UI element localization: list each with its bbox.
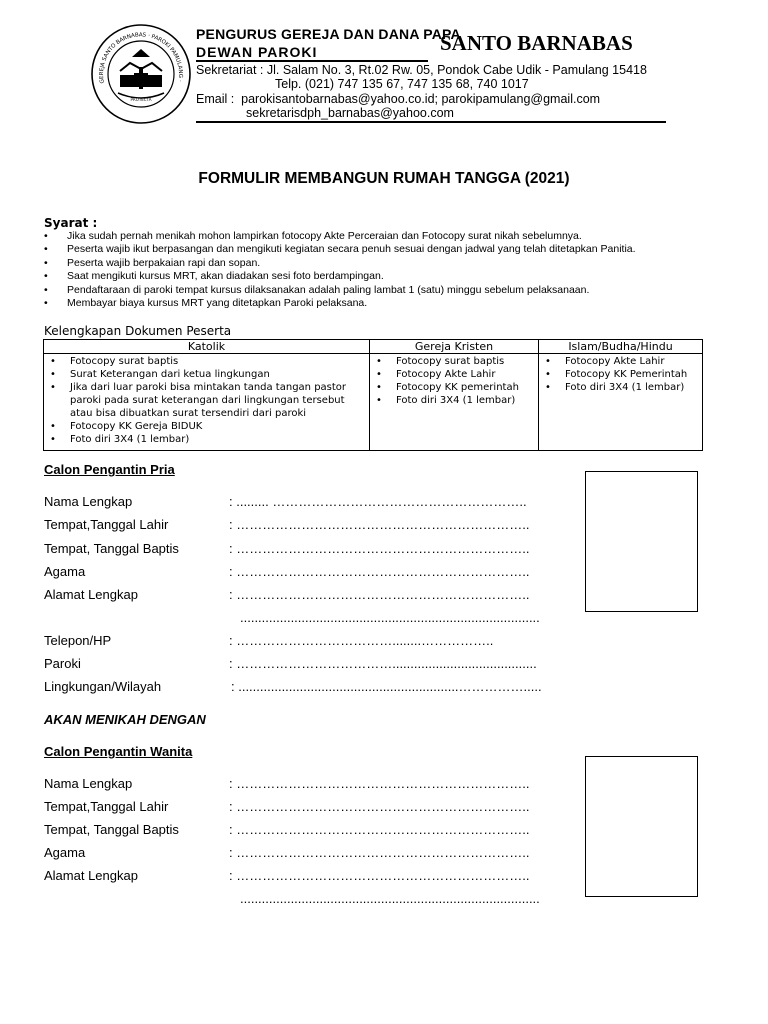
- groom-section-title: Calon Pengantin Pria: [44, 462, 175, 477]
- bride-birth-label: Tempat,Tanggal Lahir: [44, 799, 169, 814]
- bride-baptism-label: Tempat, Tanggal Baptis: [44, 822, 179, 837]
- requirement-item: • Pendaftaraan di paroki tempat kursus dilaksanakan adalah paling lambat 1 (satu) minggu sebelum pelaksanaan.: [44, 284, 724, 297]
- groom-parish-field[interactable]: : ………………………………........................................: [229, 656, 537, 671]
- requirement-item: • Peserta wajib berpakaian rapi dan sopan.: [44, 257, 724, 270]
- requirements-heading: Syarat :: [44, 216, 98, 230]
- groom-address-continuation[interactable]: ...................................................................................: [240, 610, 540, 625]
- organization-line-1: PENGURUS GEREJA DAN DANA PAPA: [196, 26, 461, 42]
- documents-heading: Kelengkapan Dokumen Peserta: [44, 324, 232, 338]
- column-header-kristen: Gereja Kristen: [370, 340, 539, 354]
- bride-address-label: Alamat Lengkap: [44, 868, 138, 883]
- letterhead-rule-top: [196, 60, 428, 62]
- bride-address-continuation[interactable]: ...................................................................................: [240, 891, 540, 906]
- email-line-1: Email : parokisantobarnabas@yahoo.co.id; parokipamulang@gmail.com: [196, 92, 601, 106]
- requirement-item: • Peserta wajib ikut berpasangan dan mengikuti kegiatan secara penuh sesuai dengan jadwal yang telah ditetapkan Panitia.: [44, 243, 724, 256]
- kristen-cell: [370, 354, 539, 451]
- katolik-cell: [44, 354, 370, 451]
- column-header-katolik: Katolik: [44, 340, 370, 354]
- requirement-item: • Saat mengikuti kursus MRT, akan diadakan sesi foto berdampingan.: [44, 270, 724, 283]
- list-item: • Jika dari luar paroki bisa mintakan tanda tangan pastor paroki pada surat keterangan dari lingkungan tersebut atau bisa dibuatkan surat tersendiri dari paroki: [48, 381, 367, 420]
- letterhead-rule-bottom: [196, 121, 666, 123]
- groom-area-label: Lingkungan/Wilayah: [44, 679, 162, 694]
- groom-address-field[interactable]: : …………………………………………………………..: [229, 587, 530, 602]
- groom-area-field[interactable]: : .............................................................…………….....: [231, 679, 542, 694]
- list-item: • Fotocopy KK pemerintah: [374, 381, 536, 394]
- organization-line-2: DEWAN PAROKI: [196, 44, 318, 60]
- documents-table: [43, 339, 703, 451]
- bride-address-field[interactable]: : …………………………………………………………..: [229, 868, 530, 883]
- email-line-2: sekretarisdph_barnabas@yahoo.com: [246, 106, 454, 120]
- groom-birth-field[interactable]: : …………………………………………………………..: [229, 517, 530, 532]
- bride-religion-field[interactable]: : …………………………………………………………..: [229, 845, 530, 860]
- address-line-1: Sekretariat : Jl. Salam No. 3, Rt.02 Rw. 05, Pondok Cabe Udik - Pamulang 15418: [196, 63, 647, 77]
- list-item: • Foto diri 3X4 (1 lembar): [374, 394, 536, 407]
- requirement-item: • Jika sudah pernah menikah mohon lampirkan fotocopy Akte Perceraian dan Fotocopy surat nikah sebelumnya.: [44, 230, 724, 243]
- groom-birth-label: Tempat,Tanggal Lahir: [44, 517, 169, 532]
- groom-baptism-label: Tempat, Tanggal Baptis: [44, 541, 179, 556]
- groom-phone-label: Telepon/HP: [44, 633, 112, 648]
- list-item: • Fotocopy Akte Lahir: [374, 368, 536, 381]
- bride-name-label: Nama Lengkap: [44, 776, 133, 791]
- bride-baptism-field[interactable]: : …………………………………………………………..: [229, 822, 530, 837]
- groom-name-field[interactable]: : ......... …………………………………………………..: [229, 494, 527, 509]
- bride-birth-field[interactable]: : …………………………………………………………..: [229, 799, 530, 814]
- list-item: • Fotocopy surat baptis: [374, 355, 536, 368]
- requirements-list: [44, 230, 724, 310]
- groom-name-label: Nama Lengkap: [44, 494, 133, 509]
- bride-name-field[interactable]: : …………………………………………………………..: [229, 776, 530, 791]
- list-item: • Surat Keterangan dari ketua lingkungan: [48, 368, 367, 381]
- address-line-2: Telp. (021) 747 135 67, 747 135 68, 740 1017: [275, 77, 529, 91]
- list-item: • Fotocopy surat baptis: [48, 355, 367, 368]
- list-item: • Foto diri 3X4 (1 lembar): [543, 381, 700, 394]
- list-item: • Foto diri 3X4 (1 lembar): [48, 433, 367, 446]
- svg-text:PROTECTA: PROTECTA: [130, 97, 152, 102]
- groom-address-label: Alamat Lengkap: [44, 587, 138, 602]
- groom-baptism-field[interactable]: : …………………………………………………………..: [229, 541, 530, 556]
- groom-phone-field[interactable]: : ………………………………........……………..: [229, 633, 494, 648]
- church-seal-logo-icon: [90, 23, 192, 125]
- bride-photo-box[interactable]: [585, 756, 698, 897]
- column-header-islam: Islam/Budha/Hindu: [539, 340, 703, 354]
- groom-parish-label: Paroki: [44, 656, 81, 671]
- bride-section-title: Calon Pengantin Wanita: [44, 744, 193, 759]
- requirement-item: • Membayar biaya kursus MRT yang ditetapkan Paroki pelaksana.: [44, 297, 724, 310]
- svg-text:GEREJA SANTO BARNABAS · PAROKI: GEREJA SANTO BARNABAS · PAROKI PAMULANG ·: [98, 32, 184, 84]
- list-item: • Fotocopy KK Gereja BIDUK: [48, 420, 367, 433]
- groom-religion-label: Agama: [44, 564, 86, 579]
- islam-cell: [539, 354, 703, 451]
- organization-name: SANTO BARNABAS: [440, 31, 633, 55]
- groom-photo-box[interactable]: [585, 471, 698, 612]
- list-item: • Fotocopy KK Pemerintah: [543, 368, 700, 381]
- will-marry-heading: AKAN MENIKAH DENGAN: [44, 712, 206, 727]
- groom-religion-field[interactable]: : …………………………………………………………..: [229, 564, 530, 579]
- bride-religion-label: Agama: [44, 845, 86, 860]
- form-title: FORMULIR MEMBANGUN RUMAH TANGGA (2021): [198, 170, 570, 187]
- list-item: • Fotocopy Akte Lahir: [543, 355, 700, 368]
